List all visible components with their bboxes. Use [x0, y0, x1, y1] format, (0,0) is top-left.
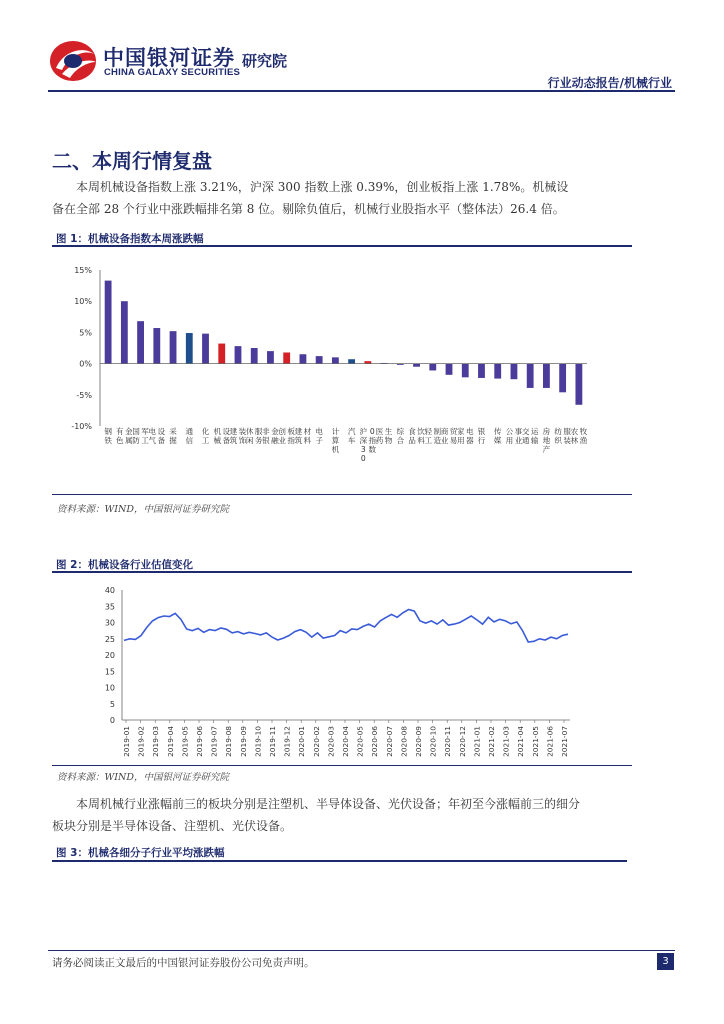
bar	[494, 364, 501, 379]
x-tick-label: 机械设备	[213, 427, 231, 445]
x-tick-label: 家用电器	[456, 427, 474, 445]
bar	[267, 351, 274, 363]
figure-1-title: 图 1：机械设备指数本周涨跌幅	[56, 233, 204, 245]
bar	[137, 321, 144, 363]
bar	[235, 346, 242, 363]
x-tick-label: 计算机	[331, 427, 340, 454]
bar	[543, 364, 550, 388]
x-tick-label: 2020-07	[384, 726, 394, 757]
x-tick-label: 2020-09	[414, 726, 423, 757]
figure-2-bottom-rule	[52, 765, 632, 766]
galaxy-logo-icon	[48, 38, 98, 84]
bar	[105, 281, 112, 364]
y-tick-label: 35	[104, 602, 115, 612]
x-tick-label: 2020-04	[341, 726, 350, 757]
y-tick-label: 10%	[74, 297, 92, 307]
x-tick-label: 2019-07	[209, 726, 219, 757]
x-tick-label: 银行	[477, 427, 486, 445]
bar	[153, 328, 160, 364]
figure-1-bottom-rule	[52, 494, 632, 495]
footer-divider	[48, 950, 675, 951]
x-tick-label: 交通运输	[521, 427, 539, 445]
x-tick-label: 2019-08	[224, 726, 234, 757]
x-tick-label: 有色金属	[116, 427, 133, 445]
x-tick-label: 2020-08	[399, 726, 409, 757]
bar	[170, 331, 177, 363]
x-tick-label: 纺织服装	[554, 427, 571, 445]
valuation-line	[124, 610, 568, 643]
figure-1-top-rule	[52, 245, 632, 247]
x-tick-label: 2019-10	[253, 726, 263, 757]
bar	[202, 334, 209, 364]
x-tick-label: 休闲服务	[245, 427, 263, 445]
y-tick-label: 0	[109, 716, 115, 725]
x-tick-label: 沪深 3 00 指数	[359, 427, 377, 463]
x-tick-label: 汽车	[347, 427, 356, 445]
bar	[121, 301, 128, 363]
footer-disclaimer: 请务必阅读正文最后的中国银河证券股份公司免责声明。	[52, 957, 315, 969]
x-tick-label: 2020-11	[443, 726, 453, 757]
x-tick-label: 非银金融	[262, 427, 279, 445]
y-tick-label: -5%	[76, 390, 92, 400]
y-tick-label: 10	[104, 683, 115, 693]
x-tick-label: 2019-01	[122, 726, 131, 757]
figure-2-title: 图 2：机械设备行业估值变化	[56, 559, 193, 571]
x-tick-label: 商业贸易	[440, 427, 458, 445]
x-tick-label: 轻工制造	[424, 427, 442, 445]
line-chart	[52, 576, 632, 764]
bar	[446, 364, 453, 375]
y-tick-label: -10%	[71, 422, 92, 431]
figure-2-top-rule	[52, 571, 632, 573]
y-tick-label: 5	[109, 699, 115, 709]
x-tick-label: 2020-12	[457, 726, 467, 757]
y-tick-label: 40	[104, 586, 115, 595]
x-tick-label: 2021-02	[487, 726, 496, 757]
x-tick-label: 2019-06	[195, 726, 204, 757]
x-tick-label: 2021-01	[472, 726, 482, 757]
page-number: 3	[657, 953, 674, 970]
x-tick-label: 化工	[201, 427, 210, 445]
x-tick-label: 2020-05	[355, 726, 365, 757]
paragraph-2-text: 本周机械行业涨幅前三的板块分别是注塑机、半导体设备、光伏设备；年初至今涨幅前三的细分板块分别是半导体设备、注塑机、光伏设备。	[52, 797, 581, 833]
x-tick-label: 2019-04	[165, 726, 175, 757]
x-tick-label: 2019-02	[136, 726, 146, 757]
x-tick-label: 建筑装饰	[229, 427, 247, 445]
institute-label: 研究院	[242, 52, 288, 70]
y-tick-label: 15%	[74, 266, 92, 275]
bar	[429, 364, 436, 371]
x-tick-label: 综合	[396, 427, 405, 445]
bar	[575, 364, 582, 405]
x-tick-label: 电气设备	[148, 427, 166, 445]
bar	[511, 364, 518, 380]
x-tick-label: 2020-02	[311, 726, 321, 757]
paragraph-1	[52, 176, 572, 220]
bar	[316, 356, 323, 363]
x-tick-label: 2020-03	[326, 726, 336, 757]
figure-1-source: 资料来源：WIND，中国银河证券研究院	[57, 504, 229, 515]
x-tick-label: 2021-07	[560, 726, 569, 757]
figure-3-top-rule	[52, 860, 627, 862]
header-divider	[48, 90, 675, 92]
x-tick-label: 2019-12	[282, 726, 292, 757]
x-tick-label: 通信	[185, 427, 194, 445]
x-tick-label: 食品饮料	[408, 427, 425, 445]
paragraph-1-text: 本周机械设备指数上涨 3.21%，沪深 300 指数上涨 0.39%，创业板指上涨 1.78%。机械设备在全部 28 个行业中涨跌幅排名第 8 位。剔除负值后，机械行业股指水平（整体法）26.4 倍。	[52, 180, 569, 216]
x-tick-label: 2021-04	[516, 726, 526, 757]
x-tick-label: 国防军工	[132, 427, 149, 445]
y-tick-label: 5%	[79, 328, 92, 338]
x-tick-label: 2020-01	[297, 726, 307, 757]
bar	[527, 364, 534, 388]
x-tick-label: 电子	[315, 427, 323, 445]
bar	[348, 359, 355, 363]
bar-chart	[52, 250, 632, 495]
bar	[218, 344, 225, 364]
y-tick-label: 15	[104, 667, 115, 677]
y-tick-label: 0%	[79, 359, 92, 369]
y-tick-label: 30	[104, 618, 115, 628]
x-tick-label: 建筑材料	[294, 427, 312, 445]
x-tick-label: 2019-11	[268, 726, 277, 757]
bar	[478, 364, 485, 378]
x-tick-label: 2020-06	[370, 726, 380, 757]
section-title: 二、本周行情复盘	[52, 149, 212, 173]
x-tick-label: 传媒	[493, 427, 502, 445]
bar	[283, 352, 290, 363]
bar	[332, 357, 339, 363]
brand-name-en: CHINA GALAXY SECURITIES	[104, 67, 241, 78]
figure-2-source: 资料来源：WIND，中国银河证券研究院	[57, 772, 229, 783]
paragraph-2	[52, 793, 582, 837]
bar	[186, 333, 193, 364]
brand-name-cn: 中国银河证券	[103, 46, 235, 70]
x-tick-label: 创业板指	[278, 427, 295, 445]
x-tick-label: 2021-03	[501, 726, 511, 757]
figure-3-title: 图 3：机械各细分子行业平均涨跌幅	[56, 847, 225, 859]
x-tick-label: 2020-10	[428, 726, 438, 757]
x-tick-label: 采掘	[169, 427, 177, 445]
x-tick-label: 2019-03	[151, 726, 161, 757]
x-tick-label: 医药生物	[375, 427, 393, 445]
x-tick-label: 2021-05	[530, 726, 540, 757]
bar	[559, 364, 566, 393]
x-tick-label: 农林牧渔	[570, 427, 588, 445]
bar	[251, 348, 258, 364]
y-tick-label: 20	[104, 651, 115, 660]
x-tick-label: 2021-06	[545, 726, 555, 757]
bar	[413, 364, 420, 367]
bar	[462, 364, 469, 378]
x-tick-label: 公用事业	[505, 427, 523, 445]
x-tick-label: 房地产	[542, 427, 551, 454]
x-tick-label: 2019-05	[180, 726, 190, 757]
bar	[300, 354, 307, 363]
x-tick-label: 钢铁	[104, 427, 112, 445]
y-tick-label: 25	[104, 634, 115, 644]
x-tick-label: 2019-09	[238, 726, 248, 757]
report-type: 行业动态报告/机械行业	[547, 76, 672, 90]
